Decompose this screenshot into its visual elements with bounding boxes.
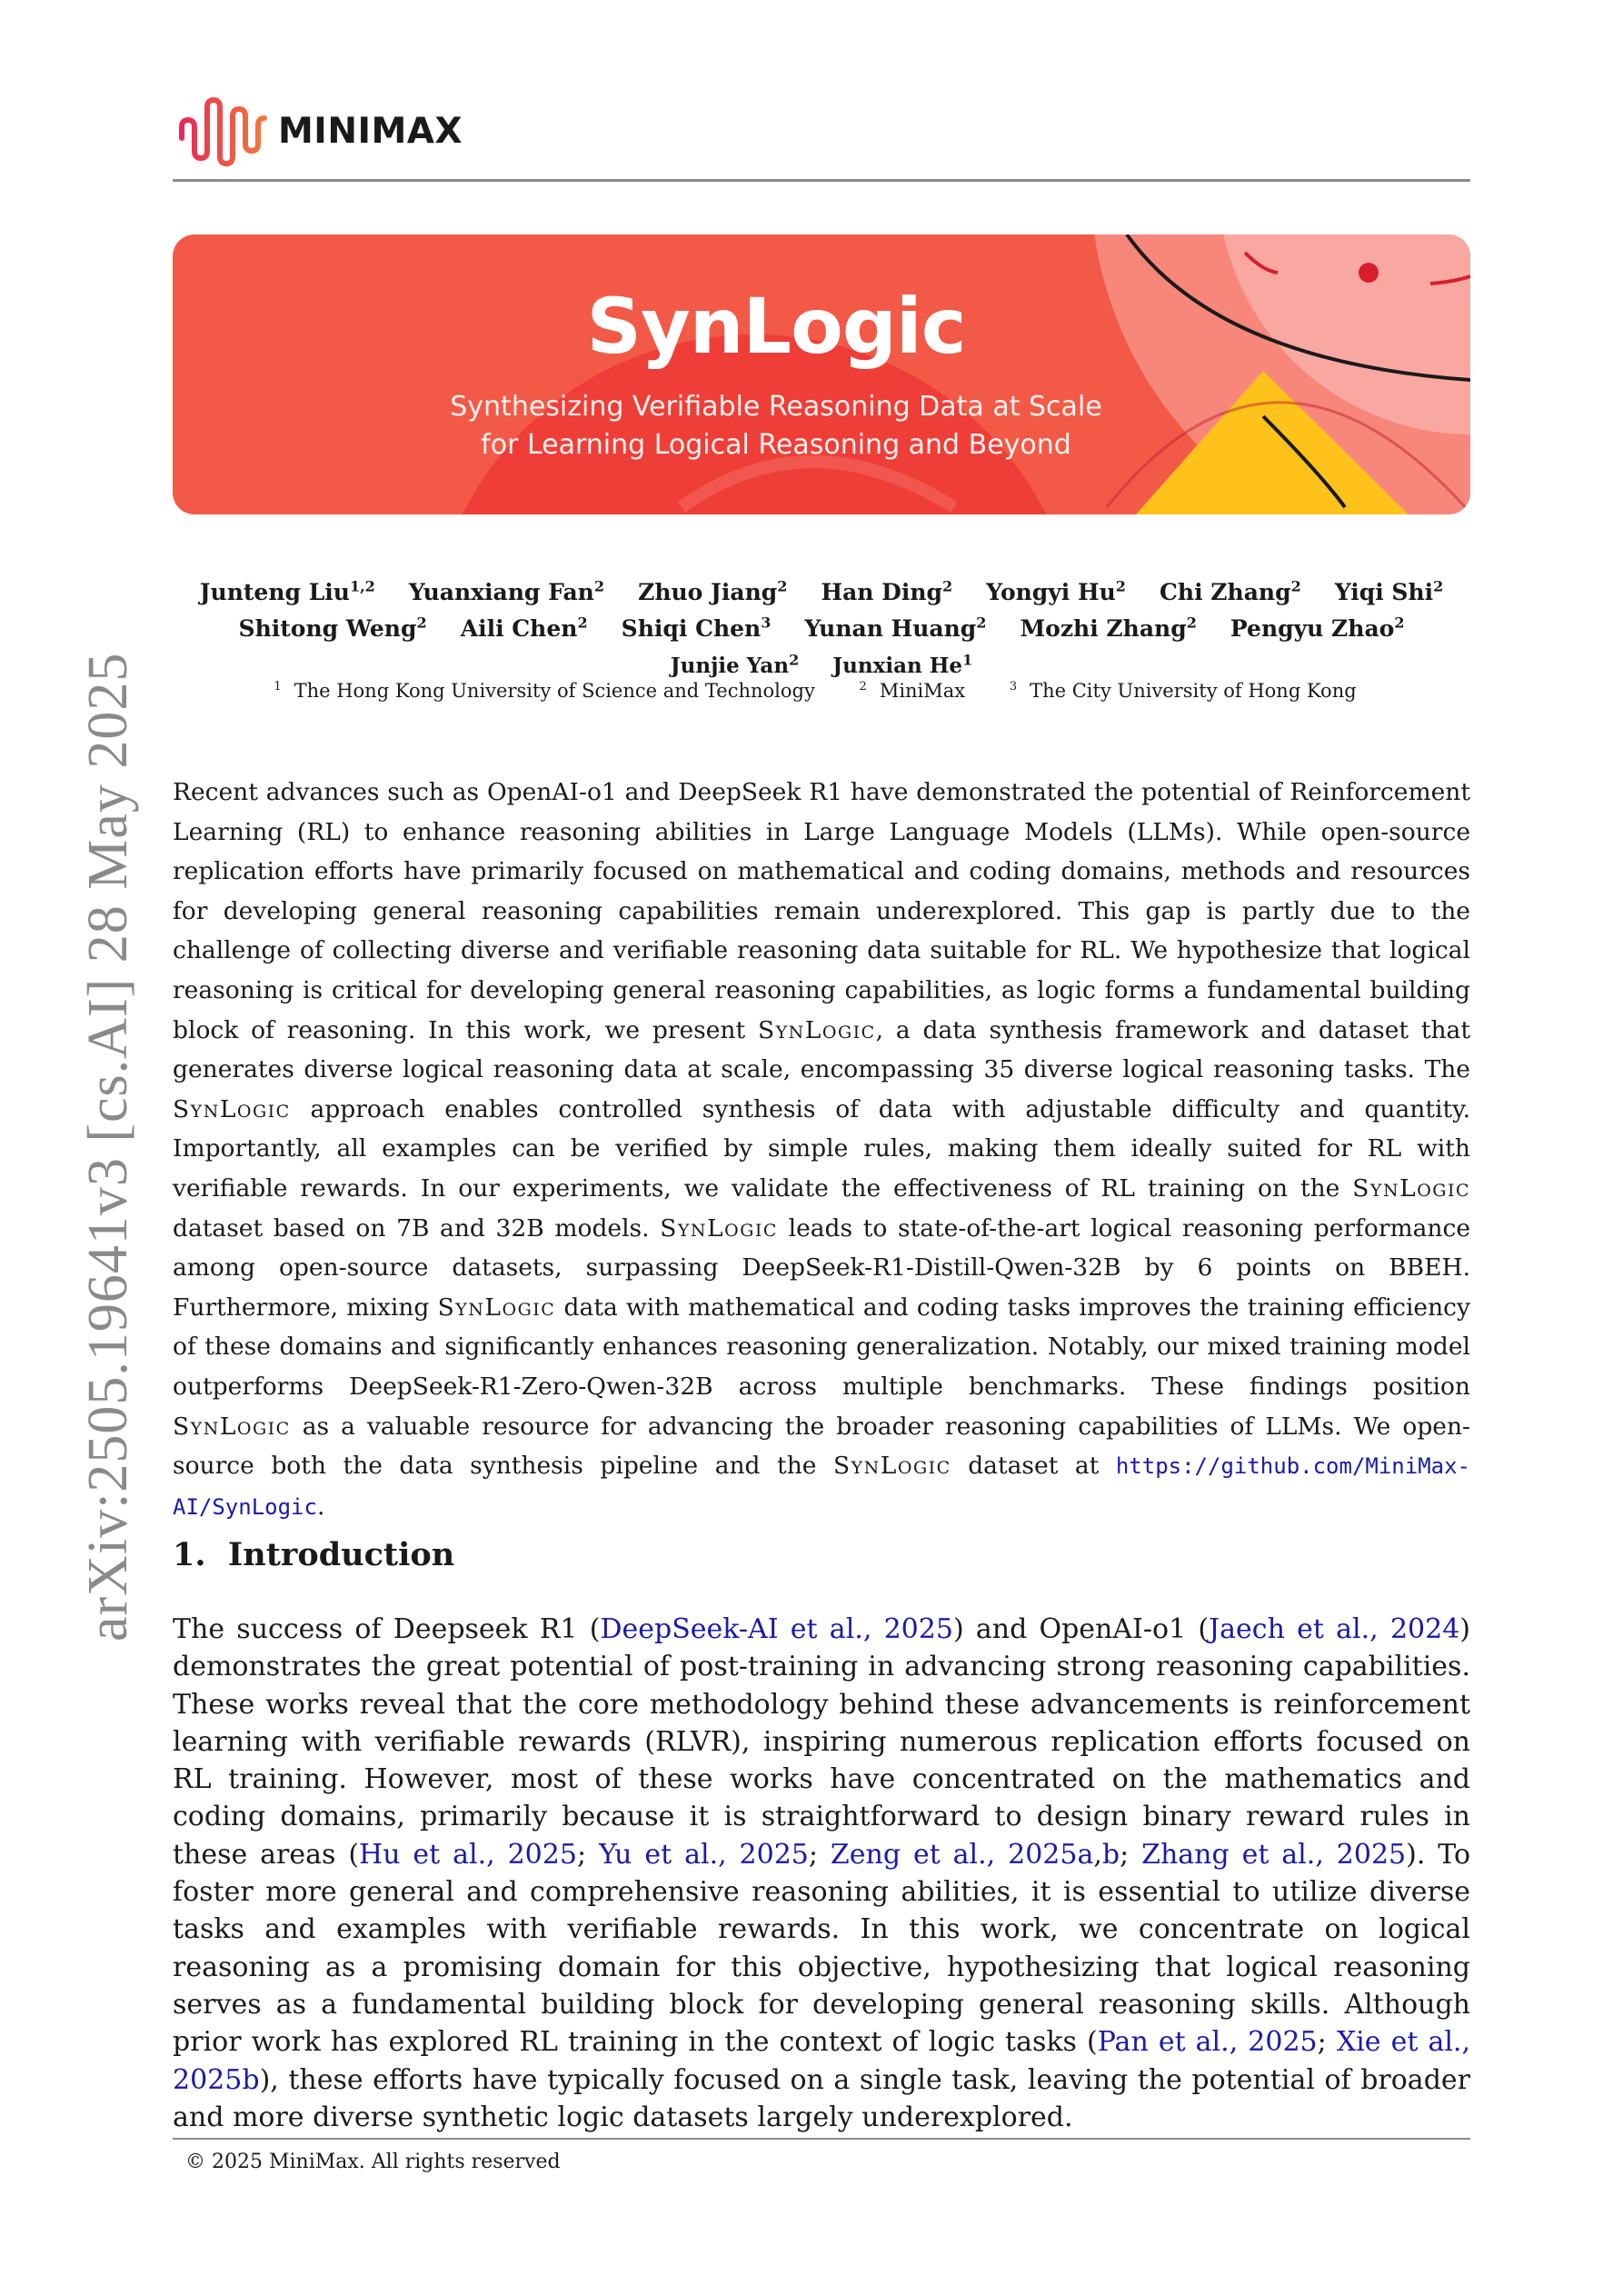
author: Zhuo Jiang$^2$ [638,578,788,606]
github-link[interactable]: https://github.com/MiniMax-AI/SynLogic [173,1453,1470,1520]
banner-title: SynLogic [586,282,966,371]
author: Aili Chen$^2$ [460,614,588,643]
author: Shiqi Chen$^3$ [621,614,772,643]
citation-link[interactable]: b [1101,1838,1120,1871]
author-list-row1 [173,578,1470,605]
arxiv-stamp [0,0,139,2296]
copyright-footer: © 2025 MiniMax. All rights reserved [185,2151,561,2173]
citation-link[interactable]: Zhang et al., 2025 [1141,1838,1407,1871]
author: Chi Zhang$^2$ [1160,578,1301,606]
citation-link[interactable]: Xie et al., 2025b [173,2026,1471,2096]
author: Mozhi Zhang$^2$ [1020,614,1197,643]
citation-link[interactable]: Jaech et al., 2024 [1209,1613,1460,1645]
citation-link[interactable]: Zeng et al., 2025a [830,1838,1094,1871]
author: Han Ding$^2$ [821,578,953,606]
author: Shitong Weng$^2$ [238,614,427,643]
author: Yiqi Shi$^2$ [1334,578,1444,606]
footer-rule [173,2138,1470,2140]
banner-subtitle-line1: Synthesizing Verifiable Reasoning Data at Scale [450,391,1102,423]
affiliation: $^2$ MiniMax [859,680,966,702]
author: Junteng Liu$^{1,2}$ [199,578,375,606]
header-rule [173,179,1470,182]
citation-link[interactable]: DeepSeek-AI et al., 2025 [600,1613,953,1645]
minimax-logo-icon [178,95,269,169]
abstract: Recent advances such as OpenAI-o1 and DeepSeek R1 have demonstrated the potential of Reinforcement Learning (RL) to enhance reasoning abilities in Large Language Models (LLMs). While open-source replication efforts have primarily focused on mathematical and coding domains, methods and resources for developing general reasoning capabilities remain underexplored. This gap is partly due to the challenge of collecting diverse and verifiable reasoning data suitable for RL. We hypothesize that logical reasoning is critical for developing general reasoning capabilities, as logic forms a fundamental building block of reasoning. In this work, we present SynLogic, a data synthesis framework and dataset that generates diverse logical reasoning data at scale, encompassing 35 diverse logical reasoning tasks. The SynLogic approach enables controlled synthesis of data with adjustable difficulty and quantity. Importantly, all examples can be verified by simple rules, making them ideally suited for RL with verifiable rewards. In our experiments, we validate the effectiveness of RL training on the SynLogic dataset based on 7B and 32B models. SynLogic leads to state-of-the-art logical reasoning performance among open-source datasets, surpassing DeepSeek-R1-Distill-Qwen-32B by 6 points on BBEH. Furthermore, mixing SynLogic data with mathematical and coding tasks improves the training efficiency of these domains and significantly enhances reasoning generalization. Notably, our mixed training model outperforms DeepSeek-R1-Zero-Qwen-32B across multiple benchmarks. These findings position SynLogic as a valuable resource for advancing the broader reasoning capabilities of LLMs. We open-source both the data synthesis pipeline and the SynLogic dataset at https://github.com/MiniMax-AI/SynLogic. [173,778,1471,1521]
author: Junxian He$^1$ [832,651,973,678]
affiliations [173,680,1470,702]
citation-link[interactable]: Yu et al., 2025 [598,1838,809,1871]
affiliation: $^1$ The Hong Kong University of Science and Technology [274,680,815,702]
arxiv-id: arXiv:2505.19641v3 [cs.AI] 28 May 2025 [77,652,139,1642]
citation-link[interactable]: Hu et al., 2025 [359,1838,577,1871]
author: Yongyi Hu$^2$ [986,578,1126,606]
author: Junjie Yan$^2$ [670,651,800,678]
logo-wordmark: MINIMAX [278,111,463,152]
introduction-paragraph: The success of Deepseek R1 (DeepSeek-AI et al., 2025) and OpenAI-o1 (Jaech et al., 2024) demonstrates the great potential of post-training in advancing strong reasoning capabilities. These works reveal that the core methodology behind these advancements is reinforcement learning with verifiable rewards (RLVR), inspiring numerous replication efforts focused on RL training. However, most of these works have concentrated on the mathematics and coding domains, primarily because it is straightforward to design binary reward rules in these areas (Hu et al., 2025; Yu et al., 2025; Zeng et al., 2025a,b; Zhang et al., 2025). To foster more general and comprehensive reasoning abilities, it is essential to utilize diverse tasks and examples with verifiable rewards. In this work, we concentrate on logical reasoning as a promising domain for this objective, hypothesizing that logical reasoning serves as a fundamental building block for developing general reasoning skills. Although prior work has explored RL training in the context of logic tasks (Pan et al., 2025; Xie et al., 2025b), these efforts have typically focused on a single task, leaving the potential of broader and more diverse synthetic logic datasets largely underexplored. [173,1613,1471,2133]
author: Yunan Huang$^2$ [804,614,987,643]
section-heading-introduction: 1. Introduction [173,1536,455,1573]
author-list-row3 [173,651,1470,678]
author: Yuanxiang Fan$^2$ [408,578,604,606]
banner-decoration [173,235,1470,514]
citation-link[interactable]: Pan et al., 2025 [1097,2026,1318,2059]
affiliation: $^3$ The City University of Hong Kong [1009,680,1357,702]
title-banner [173,235,1470,514]
banner-subtitle-line2: for Learning Logical Reasoning and Beyond [481,429,1071,461]
author: Pengyu Zhao$^2$ [1230,614,1405,643]
author-list-row2 [173,614,1470,642]
